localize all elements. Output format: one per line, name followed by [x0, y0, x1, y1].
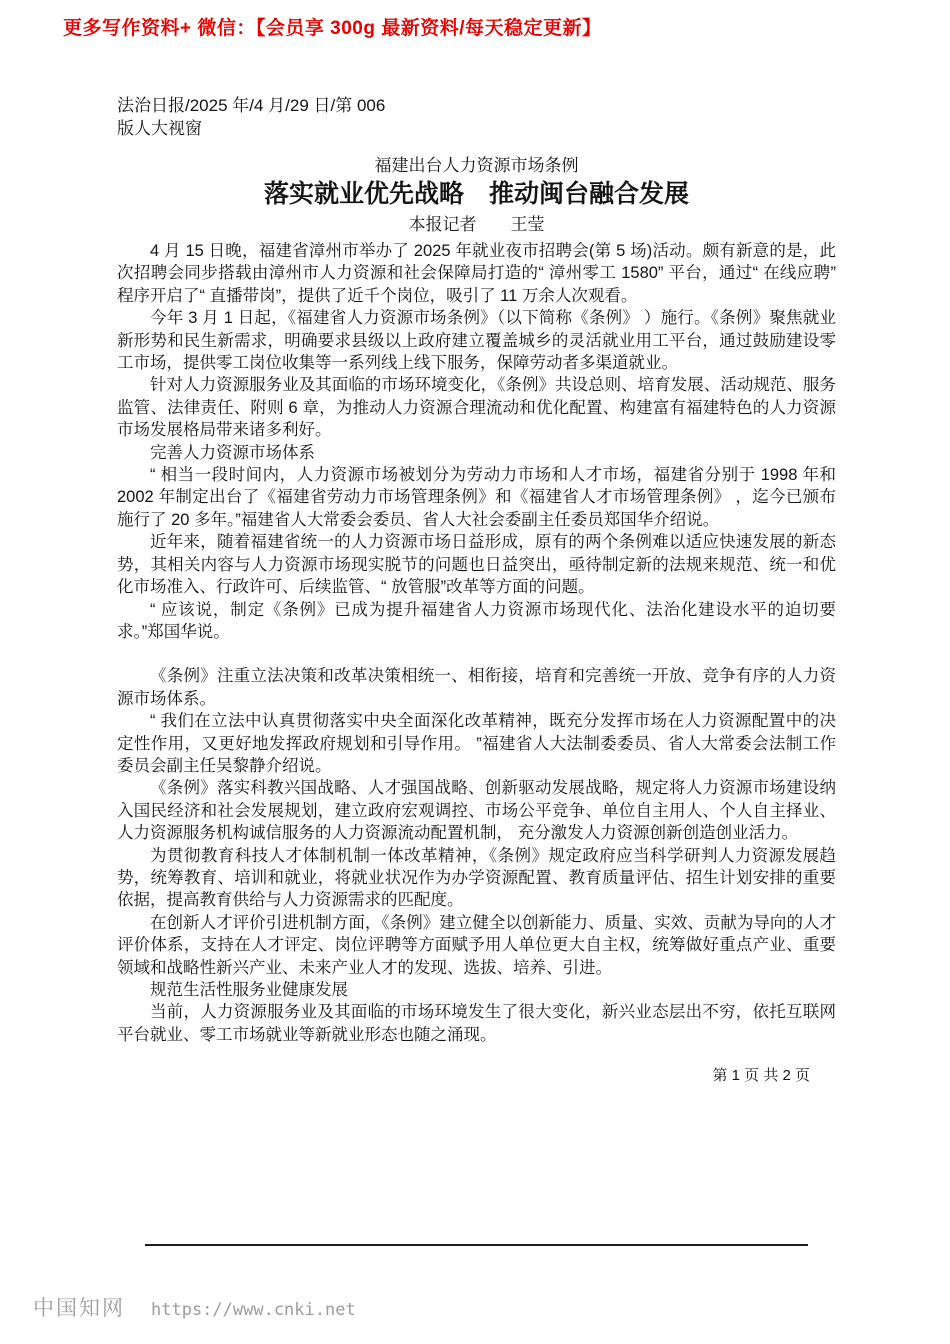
body-paragraph: 《条例》注重立法决策和改革决策相统一、相衔接，培育和完善统一开放、竞争有序的人力资源市场体系。	[117, 667, 836, 708]
article-byline	[117, 211, 836, 238]
page-number: 第 1 页 共 2 页	[712, 1067, 810, 1084]
article-body	[117, 154, 836, 1046]
article-title: 落实就业优先战略 推动闽台融合发展	[263, 180, 689, 208]
body-paragraph: 《条例》落实科教兴国战略、人才强国战略、创新驱动发展战略，规定将人力资源市场建设纳入国民经济和社会发展规划，建立政府宏观调控、市场公平竞争、单位自主用人、个人自主择业、 人力资源服务机构诚信服务的人力资源流动配置机制， 充分激发人力资源创新创造创业活力。	[117, 779, 836, 843]
body-paragraph: 当前，人力资源服务业及其面临的市场环境发生了很大变化，新兴业态层出不穷，依托互联网平台就业、零工市场就业等新就业形态也随之涌现。	[117, 1003, 836, 1044]
section-heading: 规范生活性服务业健康发展	[150, 981, 348, 999]
body-paragraph: 今年 3 月 1 日起，《福建省人力资源市场条例》（以下简称《条例》 ）施行。《条例》聚焦就业新形势和民生新需求，明确要求县级以上政府建立覆盖城乡的灵活就业用工平台，通过鼓励建设零工市场，提供零工岗位收集等一系列线上线下服务，保障劳动者多渠道就业。	[117, 309, 836, 373]
body-paragraph: 4 月 15 日晚，福建省漳州市举办了 2025 年就业夜市招聘会(第 5 场)活动。颇有新意的是，此次招聘会同步搭载由漳州市人力资源和社会保障局打造的“ 漳州零工 1580” 平台，通过“ 在线应聘” 程序开启了“ 直播带岗”，提供了近千个岗位，吸引了 11 万余人次观看。	[117, 242, 836, 305]
body-paragraph: “ 我们在立法中认真贯彻落实中央全面深化改革精神，既充分发挥市场在人力资源配置中的决定性作用，又更好地发挥政府规划和引导作用。 ”福建省人大法制委委员、省人大常委会法制工作委员会副主任吴黎静介绍说。	[117, 712, 836, 775]
body-paragraph: “ 应该说，制定《条例》已成为提升福建省人力资源市场现代化、法治化建设水平的迫切要求。”郑国华说。	[117, 600, 836, 641]
byline-reporter-name: 王莹	[510, 215, 545, 234]
body-paragraph: 为贯彻教育科技人才体制机制一体改革精神，《条例》规定政府应当科学研判人力资源发展趋势，统筹教育、培训和就业，将就业状况作为办学资源配置、教育质量评估、招生计划安排的重要依据，提高教育供给与人力资源需求的匹配度。	[117, 846, 836, 910]
source-header	[117, 94, 385, 140]
source-line-1: 法治日报/2025 年/4 月/29 日/第 006	[117, 96, 386, 115]
cnki-logo-text: 中国知网	[33, 1296, 125, 1320]
footer-divider	[145, 1244, 808, 1246]
cnki-url: https://www.cnki.net	[151, 1300, 356, 1320]
byline-label: 本报记者	[408, 215, 477, 234]
body-paragraph: 在创新人才评价引进机制方面，《条例》建立健全以创新能力、质量、实效、贡献为导向的人才评价体系，支持在人才评定、岗位评聘等方面赋予用人单位更大自主权，统筹做好重点产业、重要领域和战略性新兴产业、未来产业人才的发现、选拔、培养、引进。	[117, 913, 836, 977]
body-paragraph: 近年来，随着福建省统一的人力资源市场日益形成，原有的两个条例难以适应快速发展的新态势，其相关内容与人力资源市场现实脱节的问题也日益突出，亟待制定新的法规来规范、统一和优化市场准入、行政许可、后续监管、“ 放管服”改革等方面的问题。	[117, 533, 836, 597]
promo-banner: 更多写作资料+ 微信：【会员享 300g 最新资料/每天稳定更新】	[63, 18, 602, 39]
source-line-2: 版人大视窗	[117, 119, 202, 138]
body-paragraph: “ 相当一段时间内，人力资源市场被划分为劳动力市场和人才市场，福建省分别于 1998 年和 2002 年制定出台了《福建省劳动力市场管理条例》和《福建省人才市场管理条例》 ，迄今已颁布施行了 20 多年。”福建省人大常委会委员、省人大社会委副主任委员郑国华介绍说。	[117, 466, 836, 529]
body-paragraph: 针对人力资源服务业及其面临的市场环境变化，《条例》共设总则、培育发展、活动规范、服务监管、法律责任、附则 6 章，为推动人力资源合理流动和优化配置、构建富有福建特色的人力资源市场发展格局带来诸多利好。	[117, 376, 836, 440]
article-kicker: 福建出台人力资源市场条例	[374, 156, 579, 175]
cnki-watermark	[33, 1292, 356, 1322]
section-heading: 完善人力资源市场体系	[150, 443, 315, 462]
